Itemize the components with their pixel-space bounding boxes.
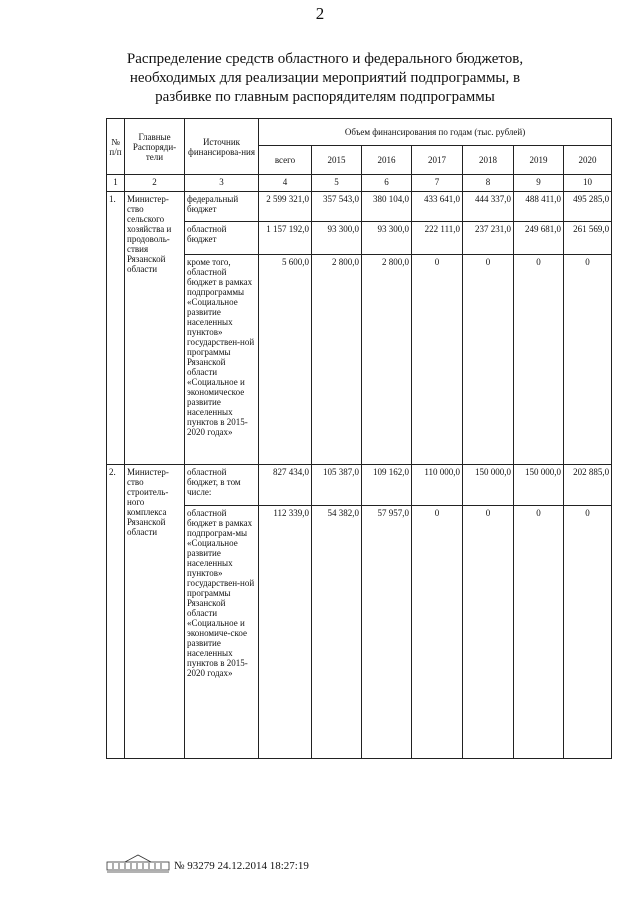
value-cell: 2 599 321,0 (259, 192, 312, 222)
section-2-manager: Министер-ство строитель-ного комплекса Рязанской области (125, 465, 185, 759)
header-2015: 2015 (312, 146, 362, 175)
table-row (107, 192, 612, 222)
value-cell: 0 (463, 255, 514, 465)
col-index-7: 7 (412, 175, 463, 192)
value-cell: 109 162,0 (362, 465, 412, 506)
value-cell: 0 (463, 506, 514, 759)
header-2018: 2018 (463, 146, 514, 175)
source-cell: областной бюджет, в том числе: (185, 465, 259, 506)
col-index-9: 9 (514, 175, 564, 192)
value-cell: 54 382,0 (312, 506, 362, 759)
document-title (110, 50, 540, 107)
value-cell: 150 000,0 (514, 465, 564, 506)
col-index-3: 3 (185, 175, 259, 192)
value-cell: 357 543,0 (312, 192, 362, 222)
title-line-2: необходимых для реализации мероприятий подпрограммы, в (129, 70, 521, 86)
value-cell: 5 600,0 (259, 255, 312, 465)
value-cell: 380 104,0 (362, 192, 412, 222)
col-index-1: 1 (107, 175, 125, 192)
value-cell: 110 000,0 (412, 465, 463, 506)
section-1-num: 1. (107, 192, 125, 465)
header-2020: 2020 (564, 146, 612, 175)
col-index-2: 2 (125, 175, 185, 192)
government-building-stamp (105, 852, 171, 874)
value-cell: 1 157 192,0 (259, 221, 312, 255)
header-2016: 2016 (362, 146, 412, 175)
value-cell: 444 337,0 (463, 192, 514, 222)
header-source: Источник финансирова-ния (185, 119, 259, 175)
section-2-num: 2. (107, 465, 125, 759)
value-cell: 57 957,0 (362, 506, 412, 759)
value-cell: 222 111,0 (412, 221, 463, 255)
header-num: № п/п (107, 119, 125, 175)
value-cell: 0 (412, 255, 463, 465)
value-cell: 2 800,0 (312, 255, 362, 465)
value-cell: 0 (564, 506, 612, 759)
col-index-5: 5 (312, 175, 362, 192)
source-cell: кроме того, областной бюджет в рамках подпрограммы «Социальное развитие населенных пунктов» государствен-ной программы Рязанской области «Социальное и экономическое развитие населенных пунктов в 2015-2020 годах» (185, 255, 259, 465)
column-index-row (107, 175, 612, 192)
source-cell: областной бюджет (185, 221, 259, 255)
source-cell: федеральный бюджет (185, 192, 259, 222)
value-cell: 93 300,0 (312, 221, 362, 255)
header-2017: 2017 (412, 146, 463, 175)
value-cell: 112 339,0 (259, 506, 312, 759)
col-index-8: 8 (463, 175, 514, 192)
value-cell: 488 411,0 (514, 192, 564, 222)
document-registration-number: № 93279 24.12.2014 18:27:19 (174, 860, 309, 872)
page-number: 2 (315, 4, 325, 23)
value-cell: 237 231,0 (463, 221, 514, 255)
value-cell: 0 (564, 255, 612, 465)
value-cell: 0 (514, 255, 564, 465)
section-1-manager: Министер-ство сельского хозяйства и продоволь-ствия Рязанской области (125, 192, 185, 465)
source-cell: областной бюджет в рамках подпрограм-мы «Социальное развитие населенных пунктов» государствен-ной программы Рязанской области «Социальное и экономиче-ское развитие населенных пунктов в 2015-2020 годах» (185, 506, 259, 759)
col-index-10: 10 (564, 175, 612, 192)
title-line-3: разбивке по главным распорядителям подпрограммы (155, 89, 495, 105)
budget-distribution-table (106, 118, 612, 759)
header-volume: Объем финансирования по годам (тыс. рублей) (259, 119, 612, 146)
col-index-4: 4 (259, 175, 312, 192)
col-index-6: 6 (362, 175, 412, 192)
header-total: всего (259, 146, 312, 175)
value-cell: 249 681,0 (514, 221, 564, 255)
value-cell: 93 300,0 (362, 221, 412, 255)
value-cell: 0 (514, 506, 564, 759)
title-line-1: Распределение средств областного и федерального бюджетов, (126, 51, 524, 67)
value-cell: 0 (412, 506, 463, 759)
value-cell: 105 387,0 (312, 465, 362, 506)
header-managers: Главные Распоряди-тели (125, 119, 185, 175)
value-cell: 827 434,0 (259, 465, 312, 506)
value-cell: 433 641,0 (412, 192, 463, 222)
table-row (107, 465, 612, 506)
value-cell: 202 885,0 (564, 465, 612, 506)
value-cell: 150 000,0 (463, 465, 514, 506)
header-row-1 (107, 119, 612, 146)
value-cell: 2 800,0 (362, 255, 412, 465)
value-cell: 261 569,0 (564, 221, 612, 255)
header-2019: 2019 (514, 146, 564, 175)
value-cell: 495 285,0 (564, 192, 612, 222)
